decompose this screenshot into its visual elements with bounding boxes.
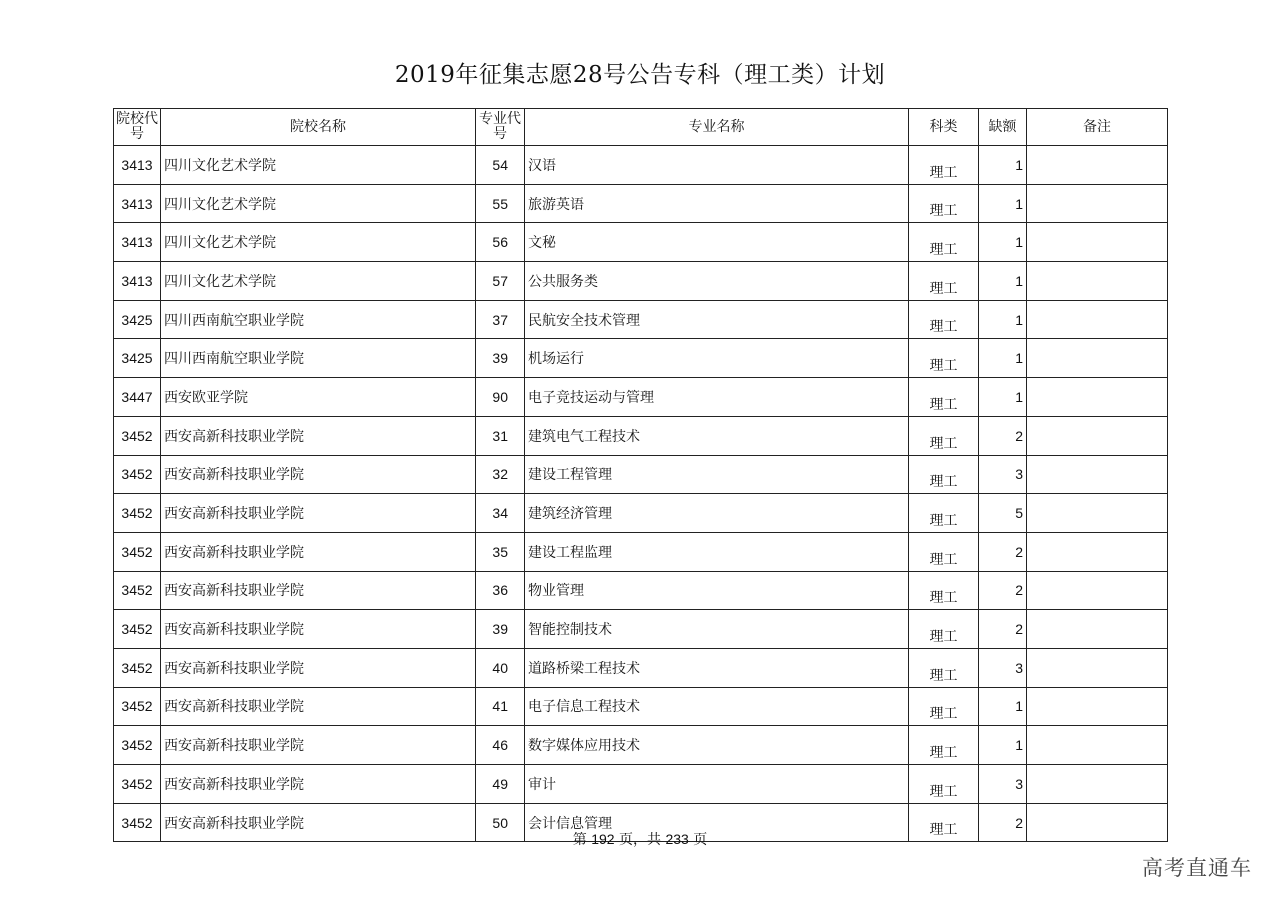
footer-suffix: 页 [693,832,708,848]
footer-prefix: 第 [572,832,587,848]
cell-category: 理工 [909,416,979,455]
cell-major-name: 智能控制技术 [525,610,909,649]
table-row [114,146,1168,185]
cell-school-name: 西安高新科技职业学院 [161,726,476,765]
cell-category: 理工 [909,262,979,301]
cell-remarks [1027,494,1168,533]
cell-vacancy: 5 [979,494,1027,533]
cell-remarks [1027,648,1168,687]
cell-major-code: 37 [476,300,525,339]
cell-major-code: 39 [476,610,525,649]
cell-school-name: 四川西南航空职业学院 [161,339,476,378]
cell-vacancy: 1 [979,223,1027,262]
page-footer [0,829,1280,849]
cell-school-name: 四川文化艺术学院 [161,184,476,223]
cell-major-name: 汉语 [525,146,909,185]
cell-school-name: 西安高新科技职业学院 [161,571,476,610]
header-remarks: 备注 [1027,109,1168,146]
cell-school-code: 3447 [114,378,161,417]
cell-major-code: 49 [476,765,525,804]
footer-page-number: 192 [591,831,615,847]
header-major-code: 专业代号 [476,109,525,146]
cell-major-name: 公共服务类 [525,262,909,301]
cell-vacancy: 3 [979,648,1027,687]
cell-major-name: 旅游英语 [525,184,909,223]
cell-remarks [1027,571,1168,610]
cell-vacancy: 1 [979,339,1027,378]
cell-school-code: 3452 [114,726,161,765]
cell-major-name: 物业管理 [525,571,909,610]
cell-school-code: 3452 [114,494,161,533]
cell-vacancy: 1 [979,262,1027,301]
cell-school-name: 西安高新科技职业学院 [161,610,476,649]
cell-remarks [1027,610,1168,649]
cell-vacancy: 1 [979,300,1027,339]
cell-school-code: 3413 [114,262,161,301]
cell-category: 理工 [909,223,979,262]
cell-school-code: 3452 [114,803,161,842]
cell-major-code: 50 [476,803,525,842]
cell-remarks [1027,184,1168,223]
footer-mid: 页，共 [619,832,661,848]
cell-major-code: 41 [476,687,525,726]
cell-major-name: 电子竞技运动与管理 [525,378,909,417]
cell-major-name: 民航安全技术管理 [525,300,909,339]
cell-school-name: 西安高新科技职业学院 [161,455,476,494]
plan-table [113,108,1168,842]
cell-school-name: 四川文化艺术学院 [161,223,476,262]
cell-vacancy: 2 [979,571,1027,610]
cell-category: 理工 [909,494,979,533]
header-vacancy: 缺额 [979,109,1027,146]
cell-major-code: 54 [476,146,525,185]
cell-major-code: 35 [476,532,525,571]
cell-remarks [1027,378,1168,417]
footer-total-pages: 233 [665,831,689,847]
cell-major-code: 46 [476,726,525,765]
cell-school-code: 3452 [114,571,161,610]
cell-category: 理工 [909,803,979,842]
table-header-row [114,109,1168,146]
cell-vacancy: 2 [979,610,1027,649]
cell-category: 理工 [909,726,979,765]
cell-vacancy: 1 [979,184,1027,223]
table-row [114,532,1168,571]
cell-category: 理工 [909,378,979,417]
cell-school-name: 西安高新科技职业学院 [161,416,476,455]
cell-major-name: 会计信息管理 [525,803,909,842]
cell-school-code: 3452 [114,455,161,494]
cell-major-name: 文秘 [525,223,909,262]
page-title: 2019年征集志愿28号公告专科（理工类）计划 [394,62,886,88]
table-row [114,610,1168,649]
table-row [114,339,1168,378]
cell-vacancy: 2 [979,803,1027,842]
cell-remarks [1027,687,1168,726]
cell-school-name: 四川西南航空职业学院 [161,300,476,339]
cell-category: 理工 [909,571,979,610]
table-row [114,300,1168,339]
cell-school-name: 西安高新科技职业学院 [161,803,476,842]
cell-remarks [1027,223,1168,262]
cell-category: 理工 [909,300,979,339]
cell-school-code: 3425 [114,339,161,378]
cell-school-code: 3452 [114,687,161,726]
cell-category: 理工 [909,532,979,571]
cell-school-name: 西安高新科技职业学院 [161,648,476,687]
cell-remarks [1027,339,1168,378]
cell-category: 理工 [909,146,979,185]
table-row [114,765,1168,804]
cell-vacancy: 1 [979,726,1027,765]
table-row [114,726,1168,765]
cell-school-code: 3452 [114,532,161,571]
cell-school-code: 3425 [114,300,161,339]
cell-vacancy: 1 [979,687,1027,726]
cell-school-name: 西安高新科技职业学院 [161,687,476,726]
cell-major-name: 建筑经济管理 [525,494,909,533]
header-school-code: 院校代号 [114,109,161,146]
table-row [114,184,1168,223]
cell-remarks [1027,300,1168,339]
cell-school-code: 3452 [114,416,161,455]
cell-school-code: 3452 [114,610,161,649]
header-category: 科类 [909,109,979,146]
cell-vacancy: 2 [979,416,1027,455]
cell-category: 理工 [909,184,979,223]
cell-vacancy: 3 [979,455,1027,494]
cell-major-code: 36 [476,571,525,610]
cell-remarks [1027,532,1168,571]
cell-major-name: 建设工程管理 [525,455,909,494]
cell-remarks [1027,146,1168,185]
cell-major-name: 审计 [525,765,909,804]
cell-category: 理工 [909,648,979,687]
cell-major-code: 57 [476,262,525,301]
cell-vacancy: 1 [979,146,1027,185]
header-school-name: 院校名称 [161,109,476,146]
cell-major-code: 31 [476,416,525,455]
cell-major-name: 机场运行 [525,339,909,378]
cell-remarks [1027,455,1168,494]
cell-school-name: 西安高新科技职业学院 [161,532,476,571]
cell-school-name: 四川文化艺术学院 [161,262,476,301]
table-row [114,494,1168,533]
cell-remarks [1027,416,1168,455]
cell-major-code: 34 [476,494,525,533]
table-row [114,223,1168,262]
cell-school-name: 西安高新科技职业学院 [161,765,476,804]
cell-major-name: 建筑电气工程技术 [525,416,909,455]
cell-category: 理工 [909,765,979,804]
cell-major-code: 56 [476,223,525,262]
cell-school-code: 3413 [114,184,161,223]
cell-school-name: 西安欧亚学院 [161,378,476,417]
cell-category: 理工 [909,339,979,378]
cell-school-name: 四川文化艺术学院 [161,146,476,185]
cell-school-code: 3413 [114,146,161,185]
cell-vacancy: 1 [979,378,1027,417]
cell-remarks [1027,726,1168,765]
cell-major-code: 32 [476,455,525,494]
cell-major-code: 39 [476,339,525,378]
cell-major-name: 数字媒体应用技术 [525,726,909,765]
cell-major-code: 40 [476,648,525,687]
cell-school-name: 西安高新科技职业学院 [161,494,476,533]
cell-school-code: 3452 [114,765,161,804]
cell-category: 理工 [909,687,979,726]
cell-major-name: 电子信息工程技术 [525,687,909,726]
cell-remarks [1027,765,1168,804]
table-row [114,378,1168,417]
table-row [114,687,1168,726]
cell-school-code: 3413 [114,223,161,262]
watermark-logo-text: 高考直通车 [1142,856,1252,880]
table-row [114,648,1168,687]
table-row [114,262,1168,301]
cell-major-code: 55 [476,184,525,223]
cell-vacancy: 3 [979,765,1027,804]
cell-category: 理工 [909,610,979,649]
cell-major-code: 90 [476,378,525,417]
cell-category: 理工 [909,455,979,494]
cell-major-name: 道路桥梁工程技术 [525,648,909,687]
table-row [114,571,1168,610]
cell-remarks [1027,262,1168,301]
table-row [114,416,1168,455]
cell-school-code: 3452 [114,648,161,687]
header-major-name: 专业名称 [525,109,909,146]
table-row [114,455,1168,494]
cell-vacancy: 2 [979,532,1027,571]
cell-major-name: 建设工程监理 [525,532,909,571]
